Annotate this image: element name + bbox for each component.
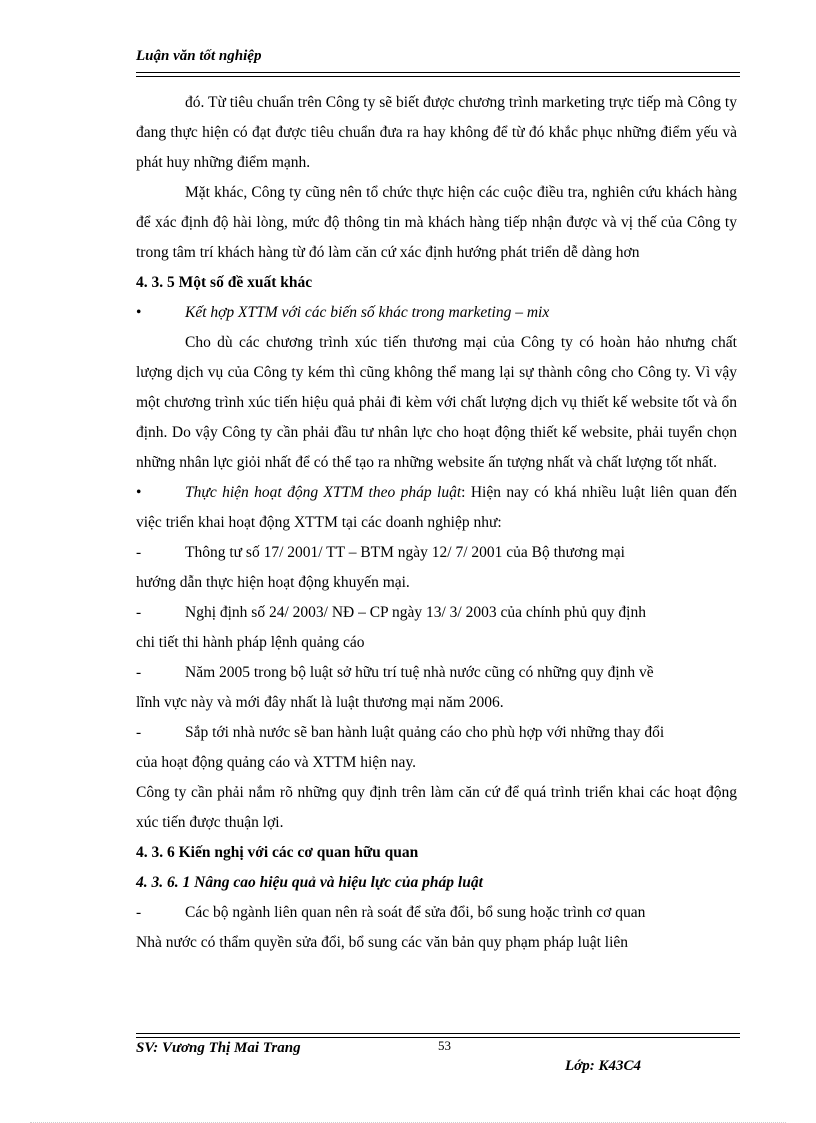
dash-item <box>136 658 737 688</box>
bullet-item <box>136 298 737 328</box>
dash-text-continued: lĩnh vực này và mới đây nhất là luật thương mại năm 2006. <box>136 694 504 711</box>
bullet-title: Thực hiện hoạt động XTTM theo pháp luật <box>185 484 462 501</box>
dash-item <box>136 898 737 928</box>
dash-text: Các bộ ngành liên quan nên rà soát để sửa đổi, bổ sung hoặc trình cơ quan <box>185 904 646 921</box>
page-number: 53 <box>438 1038 451 1053</box>
dash-marker: - <box>136 904 142 921</box>
section-heading: 4. 3. 5 Một số đề xuất khác <box>136 274 313 291</box>
footer-class: Lớp: K43C4 <box>565 1058 641 1074</box>
section-heading: 4. 3. 6 Kiến nghị với các cơ quan hữu quan <box>136 844 419 861</box>
header-rule <box>136 72 740 77</box>
subsection-heading: 4. 3. 6. 1 Nâng cao hiệu quả và hiệu lực của pháp luật <box>136 874 483 891</box>
dash-text-continued: Nhà nước có thẩm quyền sửa đổi, bổ sung các văn bản quy phạm pháp luật liên <box>136 934 629 951</box>
dash-item <box>136 538 737 568</box>
dash-text: Thông tư số 17/ 2001/ TT – BTM ngày 12/ 7/ 2001 của Bộ thương mại <box>185 544 625 561</box>
dash-text-continued: chi tiết thi hành pháp lệnh quảng cáo <box>136 634 365 651</box>
dash-item <box>136 598 737 628</box>
paragraph: Cho dù các chương trình xúc tiến thương mại của Công ty có hoàn hảo nhưng chất lượng dịch vụ của Công ty kém thì cũng không thể mang lại sự thành công cho Công ty. Vì vậy một chương trình xúc tiến hiệu quả phải đi kèm với chất lượng dịch vụ thiết kế website tốt và ổn định. Do vậy Công ty cần phải đầu tư nhân lực cho hoạt động thiết kế website, phải tuyển chọn những nhân lực giỏi nhất để có thể tạo ra những website ấn tượng nhất và chất lượng tốt nhất. <box>136 334 737 471</box>
running-header: Luận văn tốt nghiệp <box>136 48 262 64</box>
footer-author: SV: Vương Thị Mai Trang <box>136 1040 301 1056</box>
bullet-text: Kết hợp XTTM với các biến số khác trong marketing – mix <box>185 304 550 321</box>
dash-marker: - <box>136 724 142 741</box>
dash-marker: - <box>136 604 142 621</box>
dash-text-continued: của hoạt động quảng cáo và XTTM hiện nay. <box>136 754 417 771</box>
dash-marker: - <box>136 544 142 561</box>
paragraph: Mặt khác, Công ty cũng nên tổ chức thực hiện các cuộc điều tra, nghiên cứu khách hàng để xác định độ hài lòng, mức độ thông tin mà khách hàng tiếp nhận được và vị thế của Công ty trong tâm trí khách hàng từ đó làm căn cứ xác định hướng phát triển dễ dàng hơn <box>136 184 737 261</box>
dash-text: Nghị định số 24/ 2003/ NĐ – CP ngày 13/ 3/ 2003 của chính phủ quy định <box>185 604 646 621</box>
bullet-text: : Hiện nay có khá nhiều luật liên quan đến việc triển khai hoạt động XTTM tại các doanh nghiệp như: <box>136 484 737 531</box>
bullet-marker: • <box>136 304 142 321</box>
bullet-marker: • <box>136 484 142 501</box>
dash-marker: - <box>136 664 142 681</box>
paragraph: đó. Từ tiêu chuẩn trên Công ty sẽ biết được chương trình marketing trực tiếp mà Công ty đang thực hiện có đạt được tiêu chuẩn đưa ra hay không để từ đó khắc phục những điểm yếu và phát huy những điểm mạnh. <box>136 94 737 171</box>
dash-text-continued: hướng dẫn thực hiện hoạt động khuyến mại. <box>136 574 410 591</box>
page-body <box>136 88 737 958</box>
paragraph: Công ty cần phải nắm rõ những quy định trên làm căn cứ để quá trình triển khai các hoạt động xúc tiến được thuận lợi. <box>136 784 737 831</box>
dash-item <box>136 718 737 748</box>
dash-text: Sắp tới nhà nước sẽ ban hành luật quảng cáo cho phù hợp với những thay đổi <box>185 724 665 741</box>
bullet-item <box>136 478 737 538</box>
dash-text: Năm 2005 trong bộ luật sở hữu trí tuệ nhà nước cũng có những quy định về <box>185 664 654 681</box>
